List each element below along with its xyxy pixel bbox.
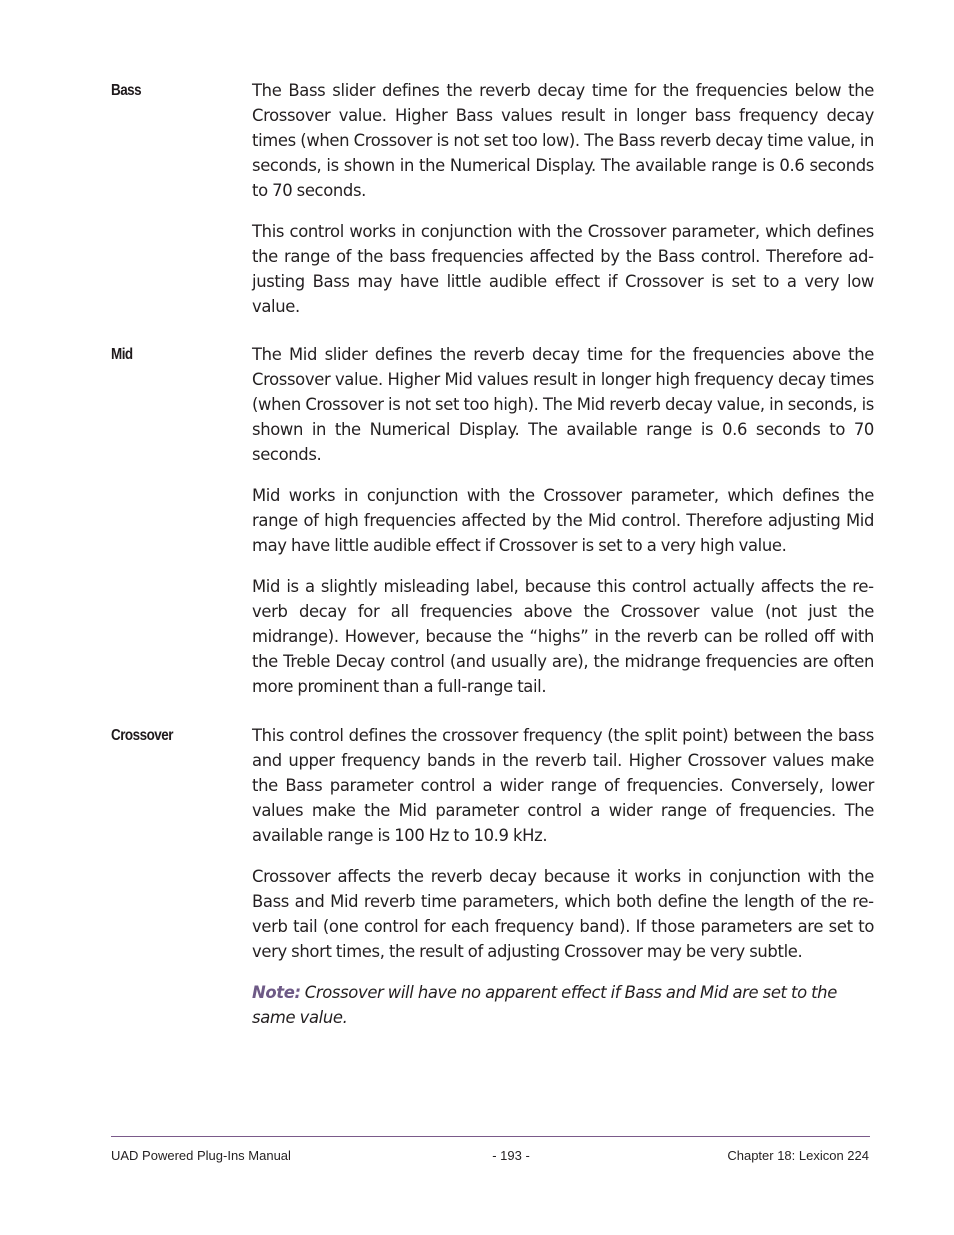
paragraph: Mid works in conjunction with the Crossover parameter, which defines the range of high frequencies affected by the Mid control. Therefore adjusting Mid may have little audible effect if Crossover is set to a very high value. (252, 486, 874, 555)
paragraph: The Mid slider defines the reverb decay time for the frequencies above the Crossover value. Higher Mid values result in longer high frequency decay times (when Crossover is not set too high). The Mid reverb decay value, in seconds, is shown in the Numerical Display. The available range is 0.6 seconds to 70 seconds. (252, 345, 874, 464)
section-body (252, 78, 874, 319)
note (252, 980, 874, 1030)
footer-divider (111, 1136, 870, 1137)
footer-chapter: Chapter 18: Lexicon 224 (727, 1148, 869, 1163)
term-heading: Mid (111, 346, 133, 363)
footer-page-number: - 193 - (492, 1148, 530, 1163)
term-heading: Bass (111, 82, 142, 99)
paragraph: Mid is a slightly misleading label, because this control actually affects the reverb decay for all frequencies above the Crossover value (not just the midrange). However, because the “highs” in the reverb can be rolled off with the Treble Decay control (and usually are), the midrange frequencies are often more prominent than a full-range tail. (252, 577, 874, 696)
paragraph: This control defines the crossover frequency (the split point) between the bass and upper frequency bands in the reverb tail. Higher Crossover values make the Bass parameter control a wider range of frequencies. Conversely, lower values make the Mid parameter control a wider range of frequencies. The available range is 100 Hz to 10.9 kHz. (252, 726, 874, 845)
footer-manual-title: UAD Powered Plug-Ins Manual (111, 1148, 291, 1163)
paragraph: This control works in conjunction with the Crossover parameter, which defines the range of the bass frequencies affected by the Bass control. Therefore adjusting Bass may have little audible effect if Crossover is set to a very low value. (252, 222, 874, 316)
section-body (252, 342, 874, 699)
note-label: Note: (252, 983, 301, 1002)
section-body (252, 723, 874, 1030)
note-text: Crossover will have no apparent effect if Bass and Mid are set to the same value. (252, 983, 837, 1027)
term-heading: Crossover (111, 727, 173, 744)
paragraph: Crossover affects the reverb decay because it works in conjunction with the Bass and Mid reverb time parameters, which both define the length of the reverb tail (one control for each frequency band). If those parameters are set to very short times, the result of adjusting Crossover may be very subtle. (252, 867, 874, 961)
paragraph: The Bass slider defines the reverb decay time for the frequencies below the Crossover value. Higher Bass values result in longer bass frequency decay times (when Crossover is not set too low). The Bass reverb decay time value, in seconds, is shown in the Numerical Display. The available range is 0.6 seconds to 70 seconds. (252, 81, 874, 200)
